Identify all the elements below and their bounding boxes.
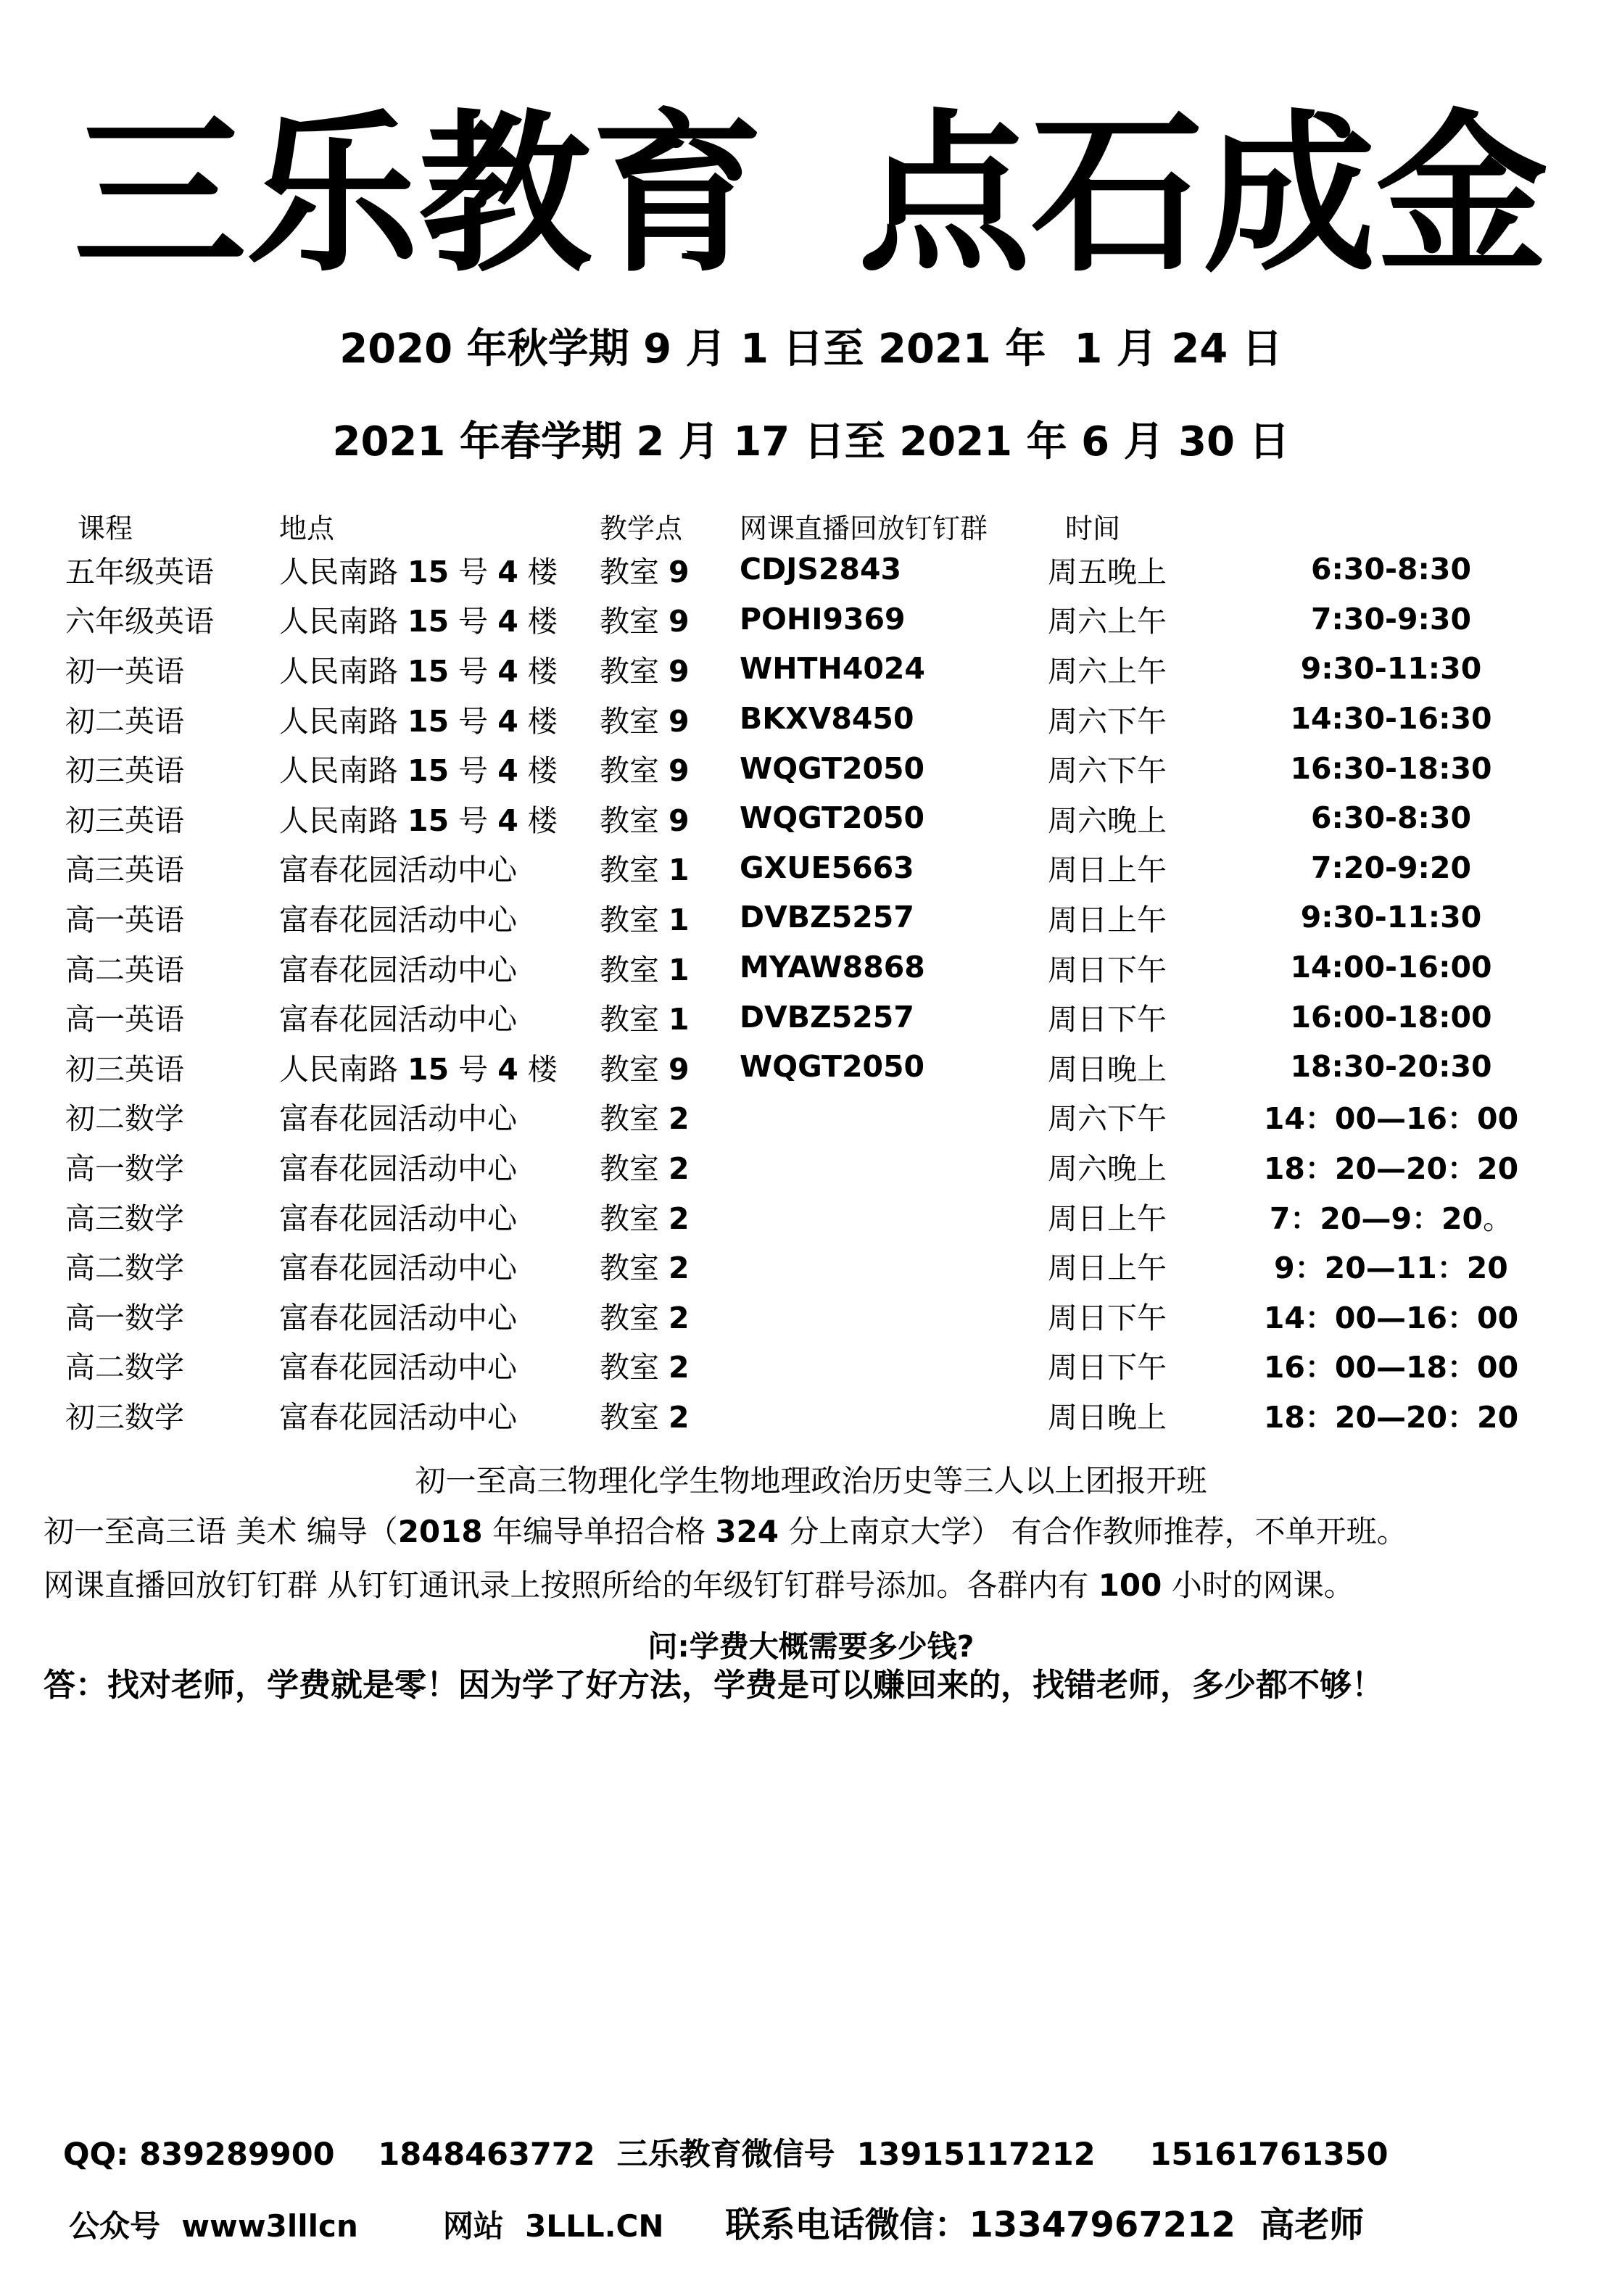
course-cell: 六年级英语 [65,604,214,639]
day-cell: 周日上午 [1048,1201,1167,1236]
course-cell: 初二英语 [65,703,184,739]
schedule-table [0,544,1557,1440]
contact-mp-site: 公众号 www3lllcn 网站 3LLL.CN [69,2208,664,2244]
page-title-brand: 三乐教育 [73,94,764,296]
header-group: 网课直播回放钉钉群 [740,513,988,544]
location-cell: 富春花园活动中心 [279,952,517,987]
course-cell: 高二英语 [65,952,184,987]
header-time: 时间 [1065,513,1121,544]
table-row [0,1240,1557,1290]
classroom-cell: 教室 9 [600,703,690,739]
course-cell: 高二数学 [65,1350,184,1385]
group-enrollment-note: 初一至高三物理化学生物地理政治历史等三人以上团报开班 [415,1463,1207,1499]
day-cell: 周日上午 [1048,853,1167,888]
day-cell: 周六上午 [1048,653,1167,689]
table-row [0,1191,1557,1241]
table-row [0,892,1557,942]
course-cell: 初二数学 [65,1101,184,1137]
header-classroom: 教学点 [600,513,683,544]
time-cell: 14：00—16：00 [1263,1300,1519,1335]
course-cell: 初三英语 [65,1051,184,1087]
table-row [0,1042,1557,1092]
course-cell: 高一数学 [65,1151,184,1186]
time-cell: 9:30-11:30 [1300,900,1482,935]
course-cell: 初三英语 [65,753,184,789]
location-cell: 人民南路 15 号 4 楼 [279,753,558,789]
classroom-cell: 教室 9 [600,753,690,789]
table-row [0,843,1557,893]
group-code-cell: DVBZ5257 [740,999,914,1035]
table-row [0,644,1557,694]
day-cell: 周日下午 [1048,1002,1167,1037]
group-code-cell: POHI9369 [740,601,906,637]
page-title [0,94,1622,296]
time-cell: 16：00—18：00 [1263,1350,1519,1385]
time-cell: 14：00—16：00 [1263,1101,1519,1137]
classroom-cell: 教室 9 [600,653,690,689]
day-cell: 周日下午 [1048,1350,1167,1385]
day-cell: 周日上午 [1048,1251,1167,1286]
group-code-cell: WHTH4024 [740,651,925,687]
classroom-cell: 教室 2 [600,1399,690,1435]
classroom-cell: 教室 1 [600,952,690,987]
page-title-slogan: 点石成金 [858,94,1549,296]
header-location: 地点 [279,513,335,544]
location-cell: 富春花园活动中心 [279,1101,517,1137]
group-code-cell: WQGT2050 [740,750,925,786]
table-row [0,793,1557,843]
schedule-header-row [0,506,1622,544]
group-code-cell: CDJS2843 [740,552,902,587]
location-cell: 人民南路 15 号 4 楼 [279,803,558,838]
time-cell: 9：20—11：20 [1274,1251,1508,1286]
classroom-cell: 教室 1 [600,902,690,937]
table-row [0,1340,1557,1391]
contact-phone-teacher: 联系电话微信：13347967212 高老师 [725,2205,1365,2245]
course-cell: 高一英语 [65,902,184,937]
day-cell: 周日下午 [1048,952,1167,987]
location-cell: 富春花园活动中心 [279,902,517,937]
time-cell: 7：20—9：20。 [1269,1201,1513,1236]
classroom-cell: 教室 2 [600,1300,690,1335]
table-row [0,1290,1557,1340]
location-cell: 富春花园活动中心 [279,1350,517,1385]
day-cell: 周日下午 [1048,1300,1167,1335]
location-cell: 人民南路 15 号 4 楼 [279,653,558,689]
location-cell: 人民南路 15 号 4 楼 [279,1051,558,1087]
classroom-cell: 教室 2 [600,1350,690,1385]
time-cell: 16:30-18:30 [1290,750,1492,786]
day-cell: 周六晚上 [1048,1151,1167,1186]
classroom-cell: 教室 9 [600,604,690,639]
classroom-cell: 教室 2 [600,1251,690,1286]
art-media-note: 初一至高三语 美术 编导（2018 年编导单招合格 324 分上南京大学） 有合作教师推荐，不单开班。 [44,1514,1407,1549]
table-row [0,743,1557,793]
group-code-cell: DVBZ5257 [740,900,914,935]
location-cell: 富春花园活动中心 [279,1002,517,1037]
group-code-cell: BKXV8450 [740,701,914,737]
day-cell: 周六下午 [1048,753,1167,789]
day-cell: 周五晚上 [1048,554,1167,589]
course-cell: 高一英语 [65,1002,184,1037]
day-cell: 周日晚上 [1048,1051,1167,1087]
course-cell: 初三英语 [65,803,184,838]
group-code-cell: WQGT2050 [740,800,925,836]
day-cell: 周六晚上 [1048,803,1167,838]
table-row [0,1390,1557,1440]
location-cell: 富春花园活动中心 [279,1201,517,1236]
time-cell: 6:30-8:30 [1311,552,1471,587]
time-cell: 14:30-16:30 [1290,701,1492,737]
table-row [0,694,1557,744]
location-cell: 富春花园活动中心 [279,1300,517,1335]
location-cell: 富春花园活动中心 [279,1151,517,1186]
day-cell: 周六下午 [1048,703,1167,739]
course-cell: 高一数学 [65,1300,184,1335]
location-cell: 人民南路 15 号 4 楼 [279,604,558,639]
classroom-cell: 教室 2 [600,1101,690,1137]
course-cell: 初一英语 [65,653,184,689]
course-cell: 初三数学 [65,1399,184,1435]
time-cell: 16:00-18:00 [1290,999,1492,1035]
day-cell: 周日上午 [1048,902,1167,937]
day-cell: 周六下午 [1048,1101,1167,1137]
course-cell: 高三数学 [65,1201,184,1236]
time-cell: 6:30-8:30 [1311,800,1471,836]
dingtalk-note: 网课直播回放钉钉群 从钉钉通讯录上按照所给的年级钉钉群号添加。各群内有 100 小时的网课。 [44,1567,1354,1603]
time-cell: 18：20—20：20 [1263,1151,1519,1186]
qa-question: 问:学费大概需要多少钱? [647,1629,975,1664]
table-row [0,544,1557,594]
group-code-cell: MYAW8868 [740,950,925,985]
course-cell: 高三英语 [65,853,184,888]
contact-line-web [69,2197,1364,2247]
classroom-cell: 教室 1 [600,853,690,888]
time-cell: 14:00-16:00 [1290,950,1492,985]
location-cell: 人民南路 15 号 4 楼 [279,703,558,739]
classroom-cell: 教室 9 [600,1051,690,1087]
day-cell: 周日晚上 [1048,1399,1167,1435]
location-cell: 富春花园活动中心 [279,1251,517,1286]
location-cell: 人民南路 15 号 4 楼 [279,554,558,589]
classroom-cell: 教室 1 [600,1002,690,1037]
classroom-cell: 教室 9 [600,554,690,589]
group-code-cell: WQGT2050 [740,1049,925,1085]
time-cell: 18：20—20：20 [1263,1399,1519,1435]
classroom-cell: 教室 2 [600,1201,690,1236]
location-cell: 富春花园活动中心 [279,1399,517,1435]
table-row [0,942,1557,992]
semester-line-autumn: 2020 年秋学期 9 月 1 日至 2021 年 1 月 24 日 [339,325,1283,373]
semester-line-spring: 2021 年春学期 2 月 17 日至 2021 年 6 月 30 日 [332,418,1290,465]
time-cell: 9:30-11:30 [1300,651,1482,687]
group-code-cell: GXUE5663 [740,850,914,885]
time-cell: 7:30-9:30 [1311,601,1471,637]
time-cell: 7:20-9:20 [1311,850,1471,885]
course-cell: 五年级英语 [65,554,214,589]
qa-answer: 答：找对老师，学费就是零！因为学了好方法，学费是可以赚回来的，找错老师，多少都不够！ [44,1667,1383,1704]
table-row [0,992,1557,1042]
day-cell: 周六上午 [1048,604,1167,639]
course-cell: 高二数学 [65,1251,184,1286]
table-row [0,1092,1557,1142]
time-cell: 18:30-20:30 [1290,1049,1492,1085]
classroom-cell: 教室 2 [600,1151,690,1186]
contact-line-qq: QQ: 839289900 1848463772 三乐教育微信号 13915117212 15161761350 [63,2137,1389,2173]
table-row [0,1141,1557,1191]
header-course: 课程 [78,513,133,544]
table-row [0,594,1557,645]
location-cell: 富春花园活动中心 [279,853,517,888]
classroom-cell: 教室 9 [600,803,690,838]
